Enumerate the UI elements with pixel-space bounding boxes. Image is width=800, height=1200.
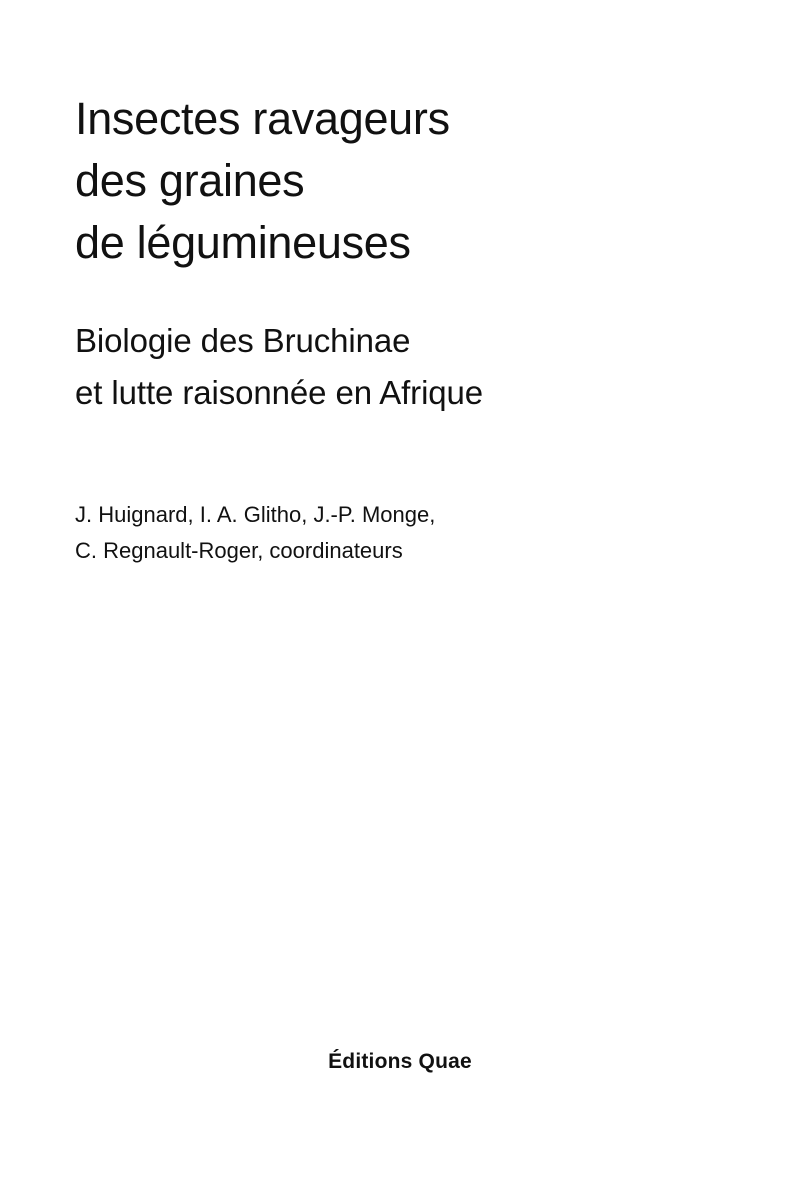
- subtitle-block: [75, 315, 725, 419]
- title-line: Insectes ravageurs: [75, 93, 450, 144]
- subtitle-line: Biologie des Bruchinae: [75, 322, 411, 359]
- title-block: [75, 88, 725, 274]
- authors-line: J. Huignard, I. A. Glitho, J.-P. Monge,: [75, 502, 436, 527]
- authors-block: [75, 497, 725, 569]
- publisher-name: Éditions Quae: [328, 1050, 472, 1073]
- authors-line: C. Regnault-Roger, coordinateurs: [75, 538, 403, 563]
- subtitle-line: et lutte raisonnée en Afrique: [75, 374, 484, 411]
- authors-list: [75, 497, 725, 569]
- title-line: des graines: [75, 155, 305, 206]
- publisher-block: [0, 1050, 800, 1074]
- title-line: de légumineuses: [75, 217, 411, 268]
- page-subtitle: [75, 315, 725, 419]
- page-title: [75, 88, 725, 274]
